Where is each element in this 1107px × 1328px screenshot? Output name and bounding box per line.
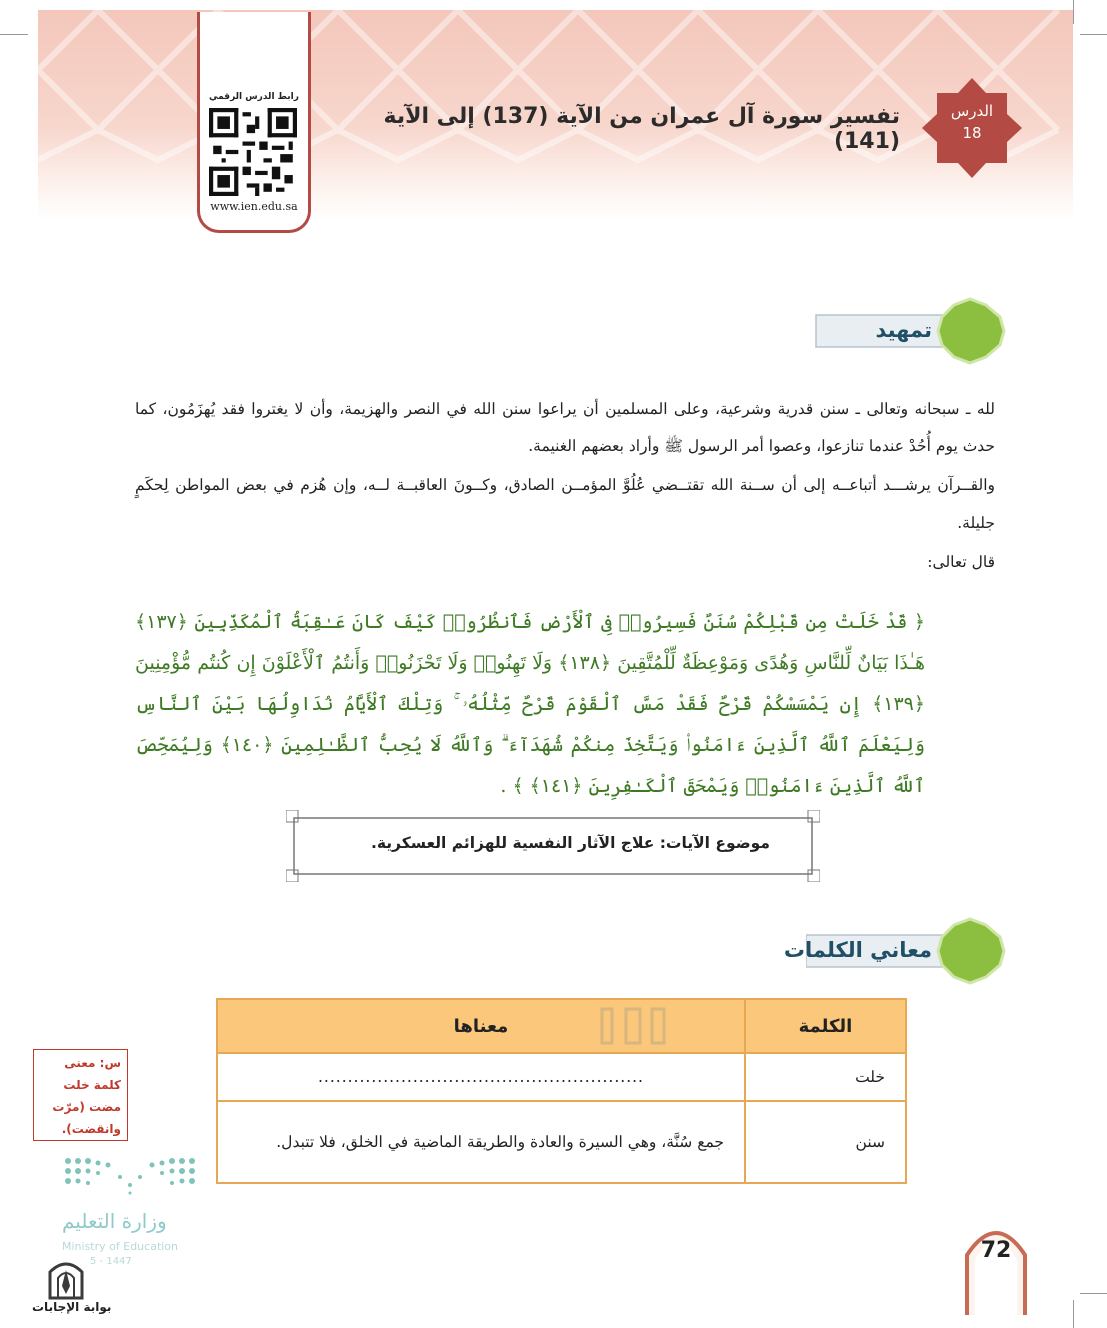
column-header-meaning: معناها xyxy=(217,999,745,1053)
meaning-cell: جمع سُنَّة، وهي السيرة والعادة والطريقة الماضية في الخلق، فلا تتبدل. xyxy=(217,1101,745,1183)
lesson-label xyxy=(922,100,1022,144)
meaning-cell: ....................................................... xyxy=(217,1053,745,1101)
page-title: تفسير سورة آل عمران من الآية (137) إلى الآية (141) xyxy=(383,104,900,154)
quran-verses: ﴿ قَدْ خَلَتْ مِن قَبْلِكُمْ سُنَنٌ فَسِيرُوا۟ فِى ٱلْأَرْضِ فَٱنظُرُوا۟ كَيْفَ كَانَ عَـٰقِبَةُ ٱلْمُكَذِّبِينَ ﴿١٣٧﴾ هَـٰذَا بَيَانٌ لِّلنَّاسِ وَهُدًى وَمَوْعِظَةٌ لِّلْمُتَّقِينَ ﴿١٣٨﴾ وَلَا تَهِنُوا۟ وَلَا تَحْزَنُوا۟ وَأَنتُمُ ٱلْأَعْلَوْنَ إِن كُنتُم مُّؤْمِنِينَ ﴿١٣٩﴾ إِن يَمْسَسْكُمْ قَرْحٌ فَقَدْ مَسَّ ٱلْقَوْمَ قَرْحٌ مِّثْلُهُۥ ۚ وَتِلْكَ ٱلْأَيَّامُ نُدَاوِلُهَا بَيْنَ ٱلنَّاسِ وَلِيَعْلَمَ ٱللَّهُ ٱلَّذِينَ ءَامَنُوا۟ وَيَتَّخِذَ مِنكُمْ شُهَدَآءَ ۗ وَٱللَّهُ لَا يُحِبُّ ٱلظَّـٰلِمِينَ ﴿١٤٠﴾ وَلِيُمَحِّصَ ٱللَّهُ ٱلَّذِينَ ءَامَنُوا۟ وَيَمْحَقَ ٱلْكَـٰفِرِينَ ﴿١٤١﴾ ﴾ . xyxy=(135,611,925,797)
section-title-intro: تمهيد xyxy=(875,318,932,342)
crop-mark xyxy=(0,34,28,35)
ministry-name-en: Ministry of Education xyxy=(62,1240,179,1253)
crop-mark xyxy=(1080,34,1107,35)
table-row xyxy=(217,1053,906,1101)
ministry-year: 5 - 1447 xyxy=(90,1256,132,1267)
qr-caption: رابط الدرس الرقمي xyxy=(209,92,299,102)
page-number-tab xyxy=(963,1215,1029,1315)
intro-paragraph-2: والقــرآن يرشـــد أتباعــه إلى أن ســنة الله تقتــضي عُلُوَّ المؤمــن الصادق، وكــونَ العاقبــة لــه، وإن هُزم في بعض المواطن لِحكَمٍ جليلة. xyxy=(135,476,995,532)
topic-text: موضوع الآيات: علاج الآثار النفسية للهزائم العسكرية. xyxy=(370,834,770,852)
verse-intro: قال تعالى: xyxy=(927,553,995,571)
qr-url[interactable]: www.ien.edu.sa xyxy=(210,200,298,213)
lesson-number: 18 xyxy=(962,124,982,142)
qr-code[interactable] xyxy=(209,108,297,196)
crop-mark xyxy=(1073,1300,1074,1328)
lesson-label-text: الدرس xyxy=(950,102,994,120)
side-note: س: معنى كلمة خلت مضت (مرّت وانقضت). xyxy=(33,1049,128,1141)
intro-paragraph-1: لله ـ سبحانه وتعالى ـ سنن قدرية وشرعية، وعلى المسلمين أن يراعوا سنن الله في النصر والهزيمة، وأن لا يغتروا فقد يُهزَمُون، كما حدث يوم أُحُدْ عندما تنازعوا، وعصوا أمر الرسول ﷺ وأراد بعضهم الغنيمة. xyxy=(135,400,995,455)
crop-mark xyxy=(1073,0,1074,24)
page-number: 72 xyxy=(980,1238,1012,1263)
section-title-vocab: معاني الكلمات xyxy=(783,938,932,962)
watermark-logo xyxy=(600,1005,668,1047)
ministry-name-ar: وزارة التعليم xyxy=(62,1209,167,1233)
portal-logo-icon xyxy=(44,1256,88,1300)
column-header-word: الكلمة xyxy=(745,999,906,1053)
vocab-table xyxy=(216,998,907,1184)
word-cell: خلت xyxy=(745,1053,906,1101)
table-row xyxy=(217,1101,906,1183)
word-cell: سنن xyxy=(745,1101,906,1183)
crop-mark xyxy=(1080,1293,1107,1294)
portal-name: بوابة الإجابات xyxy=(32,1300,112,1314)
table-header-row xyxy=(217,999,906,1053)
ministry-logo xyxy=(60,1155,200,1200)
qr-card[interactable] xyxy=(197,12,311,233)
